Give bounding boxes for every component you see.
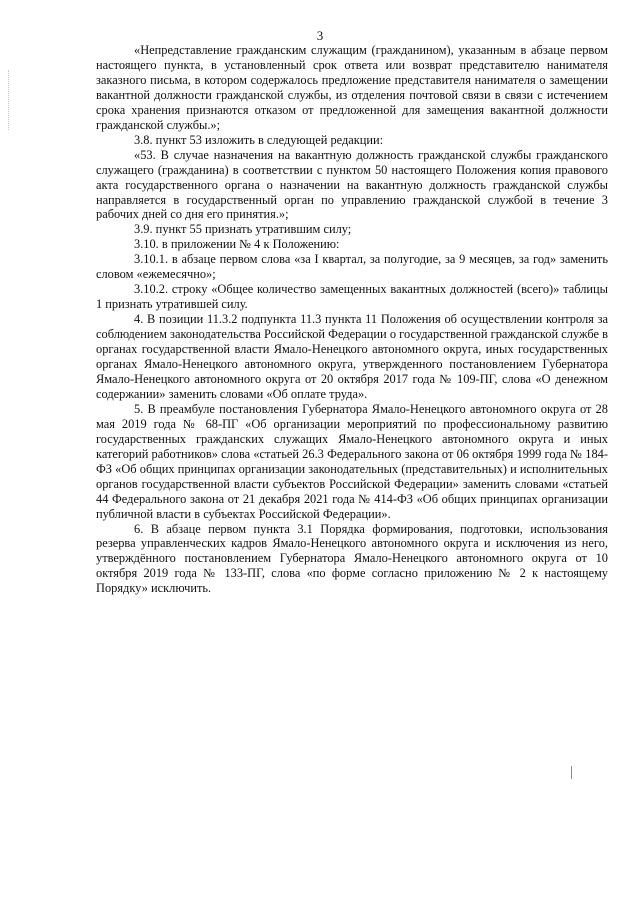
paragraph-4: 4. В позиции 11.3.2 подпункта 11.3 пункта 11 Положения об осуществлении контроля за соблюдением законодательства Российской Федерации о государственной гражданской службе в органах государственной власти Ямало-Ненецкого автономного округа, иных государственных органах Ямало-Ненецкого автономного округа, утвержденного постановлением Губернатора Ямало-Ненецкого автономного округа от 20 октября 2017 года № 109-ПГ, слова «О денежном содержании» заменить словами «Об оплате труда». — [96, 312, 608, 401]
paragraph-3-10-2: 3.10.2. строку «Общее количество замещенных вакантных должностей (всего)» таблицы 1 признать утратившей силу. — [96, 282, 608, 312]
document-body — [96, 43, 608, 596]
paragraph-3-9: 3.9. пункт 55 признать утратившим силу; — [134, 222, 352, 237]
paragraph-5: 5. В преамбуле постановления Губернатора Ямало-Ненецкого автономного округа от 28 мая 2019 года № 68-ПГ «Об организации мероприятий по профессиональному развитию государственных гражданских служащих Ямало-Ненецкого автономного округа и иных категорий работников» слова «статьей 26.3 Федерального закона от 06 октября 1999 года № 184-ФЗ «Об общих принципах организации законодательных (представительных) и исполнительных органов государственной власти субъектов Российской Федерации» заменить словами «статьей 44 Федерального закона от 21 декабря 2021 года № 414-ФЗ «Об общих принципах организации публичной власти в субъектах Российской Федерации». — [96, 401, 608, 521]
scan-edge-mark — [571, 766, 572, 779]
paragraph-3-10-1: 3.10.1. в абзаце первом слова «за I квартал, за полугодие, за 9 месяцев, за год» заменить словом «ежемесячно»; — [96, 252, 608, 282]
paragraph-6: 6. В абзаце первом пункта 3.1 Порядка формирования, подготовки, использования резерва управленческих кадров Ямало-Ненецкого автономного округа и исключения из него, утверждённого постановлением Губернатора Ямало-Ненецкого автономного округа от 10 октября 2019 года № 133-ПГ, слова «по форме согласно приложению № 2 к настоящему Порядку» исключить. — [96, 521, 608, 596]
paragraph-3-8: 3.8. пункт 53 изложить в следующей редакции: — [134, 132, 384, 147]
paragraph-quote-53: «53. В случае назначения на вакантную должность гражданской службы гражданского служащего (гражданина) в соответствии с пунктом 50 настоящего Положения копия правового акта государственного органа о назначении на вакантную должность гражданской службы направляется в государственный орган по управлению гражданской службой в течение 3 рабочих дней со дня его принятия.»; — [96, 147, 608, 222]
paragraph-quote-nonresponse: «Непредставление гражданским служащим (гражданином), указанным в абзаце первом настоящего пункта, в установленный срок ответа или возврат представителю нанимателя заказного письма, в котором содержалось предложение представителя нанимателя о замещении вакантной должности гражданской службы, из отделения почтовой связи в связи с истечением срока хранения признаются отказом от предложенной для замещения вакантной должности гражданской службы.»; — [96, 43, 608, 132]
page-number: 3 — [316, 28, 324, 43]
paragraph-3-10: 3.10. в приложении № 4 к Положению: — [134, 237, 340, 252]
scan-margin-mark — [8, 70, 10, 130]
